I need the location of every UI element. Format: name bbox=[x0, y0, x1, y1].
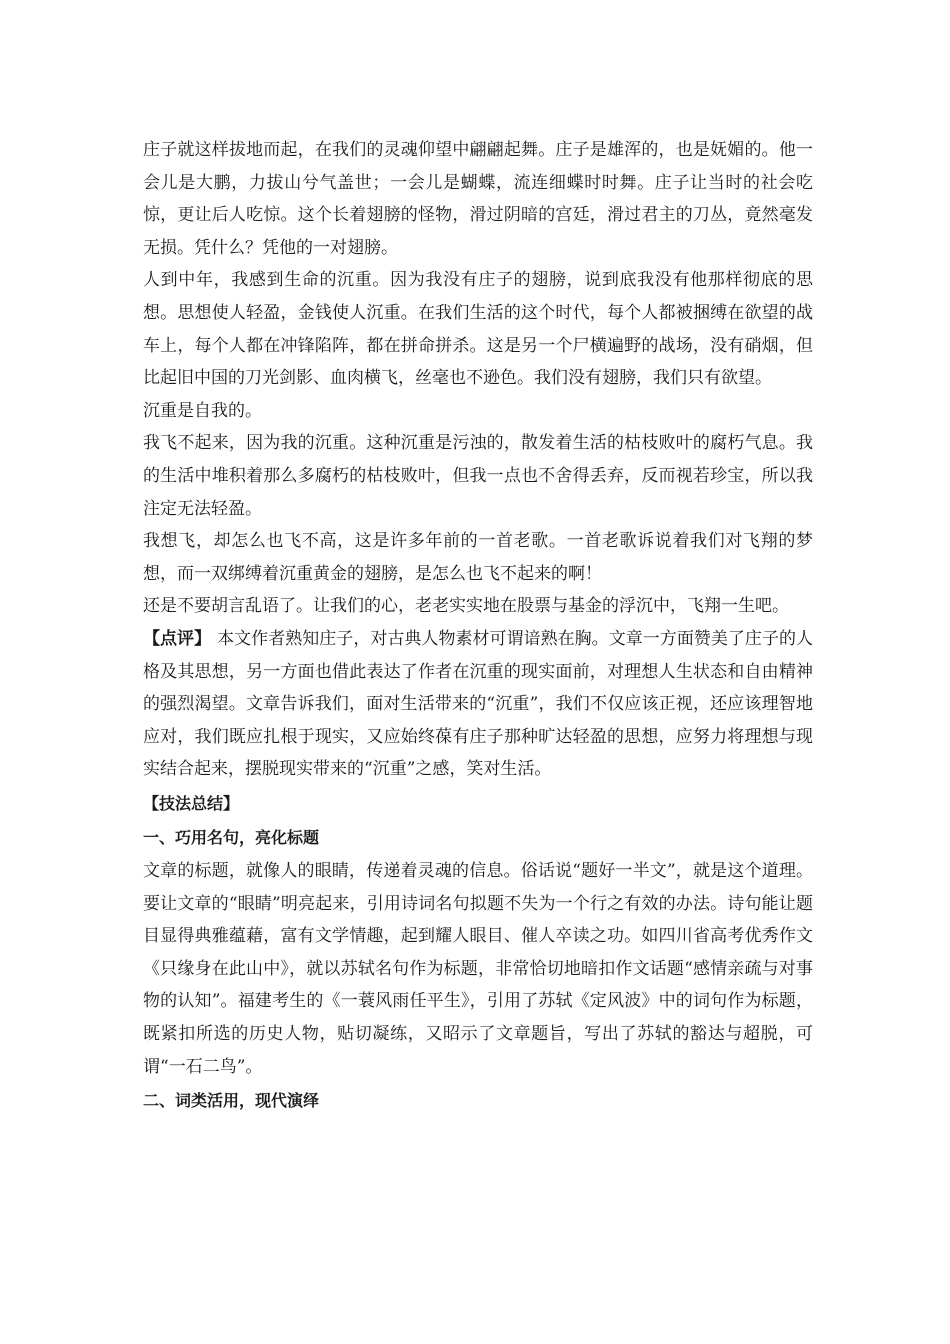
section1-heading: 一、巧用名句，亮化标题 bbox=[143, 828, 320, 848]
comment-tag: 【点评】 bbox=[143, 628, 212, 649]
paragraph-middle-age: 人到中年，我感到生命的沉重。因为我没有庄子的翅膀，说到底我没有他那样彻底的思想。思想使人轻盈，金钱使人沉重。在我们生活的这个时代，每个人都被捆缚在欲望的战车上，每个人都在冲锋陷阵，都在拼命拼杀。这是另一个尸横遍野的战场，没有硝烟，但比起旧中国的刀光剑影、血肉横飞，丝毫也不逊色。我们没有翅膀，我们只有欲望。 bbox=[143, 270, 813, 389]
comment-paragraph bbox=[143, 623, 813, 786]
comment-text: 本文作者熟知庄子，对古典人物素材可谓谙熟在胸。文章一方面赞美了庄子的人格及其思想，另一方面也借此表达了作者在沉重的现实面前，对理想人生状态和自由精神的强烈渴望。文章告诉我们，面对生活带来的“沉重”，我们不仅应该正视，还应该理智地应对，我们既应扎根于现实，又应始终葆有庄子那种旷达轻盈的思想，应努力将理想与现实结合起来，摆脱现实带来的“沉重”之感，笑对生活。 bbox=[143, 628, 814, 780]
paragraph-zhuangzi-rise: 庄子就这样拔地而起，在我们的灵魂仰望中翩翩起舞。庄子是雄浑的，也是妩媚的。他一会儿是大鹏，力拔山兮气盖世；一会儿是蝴蝶，流连细蝶时时舞。庄子让当时的社会吃惊，更让后人吃惊。这个长着翅膀的怪物，滑过阴暗的宫廷，滑过君主的刀丛，竟然毫发无损。凭什么？凭他的一对翅膀。 bbox=[143, 140, 813, 258]
paragraph-cannot-fly: 我飞不起来，因为我的沉重。这种沉重是污浊的，散发着生活的枯枝败叶的腐朽气息。我的生活中堆积着那么多腐朽的枯枝败叶，但我一点也不舍得丢弃，反而视若珍宝，所以我注定无法轻盈。 bbox=[143, 433, 813, 519]
section2-heading: 二、词类活用，现代演绎 bbox=[143, 1091, 320, 1111]
summary-label: 【技法总结】 bbox=[143, 793, 240, 813]
paragraph-old-song: 我想飞，却怎么也飞不高，这是许多年前的一首老歌。一首老歌诉说着我们对飞翔的梦想，而一双绑缚着沉重黄金的翅膀，是怎么也飞不起来的啊！ bbox=[143, 531, 813, 584]
section1-text: 文章的标题，就像人的眼睛，传递着灵魂的信息。俗话说“题好一半文”，就是这个道理。要让文章的“眼睛”明亮起来，引用诗词名句拟题不失为一个行之有效的办法。诗句能让题目显得典雅蕴藉，富有文学情趣，起到耀人眼目、催人卒读之功。如四川省高考优秀作文《只缘身在此山中》，就以苏轼名句作为标题，非常恰切地暗扣作文话题“感情亲疏与对事物的认知”。福建考生的《一蓑风雨任平生》，引用了苏轼《定风波》中的词句作为标题，既紧扣所选的历史人物，贴切凝练，又昭示了文章题旨，写出了苏轼的豁达与超脱，可谓“一石二鸟”。 bbox=[143, 861, 813, 1077]
document-body bbox=[143, 134, 813, 1118]
paragraph-heaviness-self: 沉重是自我的。 bbox=[143, 400, 262, 421]
paragraph-closing: 还是不要胡言乱语了。让我们的心，老老实实地在股票与基金的浮沉中，飞翔一生吧。 bbox=[143, 596, 789, 617]
